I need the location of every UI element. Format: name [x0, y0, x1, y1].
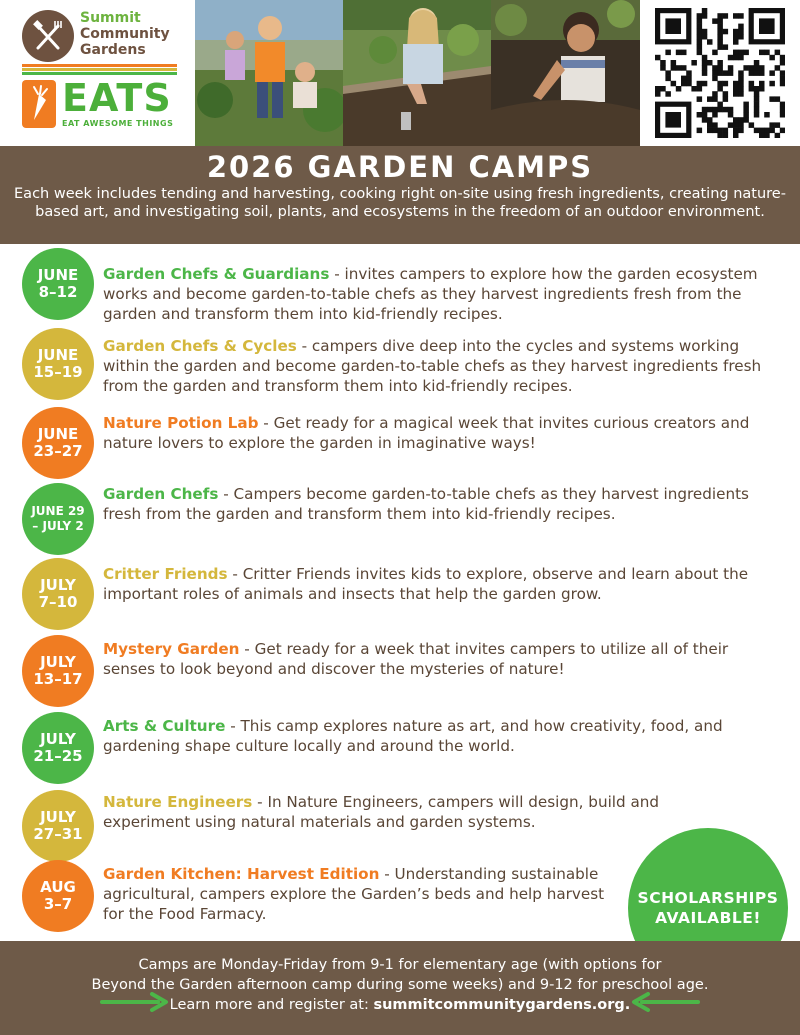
carrot-icon	[22, 80, 56, 128]
camp-name: Critter Friends	[103, 565, 228, 583]
footer-line: Camps are Monday-Friday from 9-1 for elementary age (with options for	[138, 957, 662, 973]
qr-code[interactable]	[640, 0, 800, 146]
brand-name-line: Gardens	[80, 42, 146, 58]
date-line: – JULY 2	[32, 519, 84, 533]
scholarship-line: AVAILABLE!	[655, 909, 761, 927]
footer-register-prefix: Learn more and register at:	[169, 997, 374, 1013]
brand-name-line: Community	[80, 26, 170, 42]
date-line: 8–12	[38, 283, 78, 301]
camp-name: Nature Potion Lab	[103, 414, 259, 432]
arrow-right-icon	[100, 992, 170, 1016]
date-line: 3–7	[43, 895, 73, 913]
date-badge	[22, 558, 94, 630]
brand-block	[0, 0, 195, 146]
date-line: 7–10	[38, 593, 78, 611]
date-line: 15–19	[33, 363, 83, 381]
date-badge	[22, 790, 94, 862]
date-line: JULY	[40, 576, 76, 594]
date-badge	[22, 483, 94, 555]
date-badge	[22, 712, 94, 784]
camp-description	[103, 716, 783, 756]
date-line: JUNE	[37, 266, 79, 284]
brand-name-line: Summit	[80, 10, 141, 26]
camp-description	[103, 792, 663, 832]
date-line: 13–17	[33, 670, 83, 688]
date-line: AUG	[40, 878, 76, 896]
camp-name: Garden Chefs & Cycles	[103, 337, 297, 355]
date-line: JUNE	[37, 346, 79, 364]
date-line: JULY	[40, 653, 76, 671]
camp-name: Nature Engineers	[103, 793, 253, 811]
camp-text: - Get ready for a magical week that invites curious creators and nature lovers to explore the garden in imaginative ways!	[103, 414, 750, 452]
camp-name: Garden Kitchen: Harvest Edition	[103, 865, 380, 883]
qr-code-graphic	[655, 8, 785, 138]
date-line: JULY	[40, 808, 76, 826]
brand-name	[80, 10, 170, 58]
photo-kids-garden	[195, 0, 343, 146]
eats-tagline: EAT AWESOME THINGS	[62, 119, 174, 128]
date-line: JUNE	[37, 425, 79, 443]
camp-description	[103, 564, 783, 604]
photo-smiling-child	[491, 0, 640, 146]
date-badge	[22, 860, 94, 932]
camp-description	[103, 264, 783, 324]
date-line: 21–25	[33, 747, 83, 765]
camp-description	[103, 336, 783, 396]
camp-name: Mystery Garden	[103, 640, 240, 658]
camp-name: Garden Chefs & Guardians	[103, 265, 330, 283]
camp-text: - Understanding sustainable agricultural, campers explore the Garden’s beds and help harvest for the Food Farmacy.	[103, 865, 605, 923]
camp-description	[103, 639, 783, 679]
header-strip	[0, 0, 800, 146]
camp-text: - This camp explores nature as art, and how creativity, food, and gardening shape culture locally and around the world.	[103, 717, 723, 755]
date-badge	[22, 635, 94, 707]
page-title: 2026 GARDEN CAMPS	[206, 150, 594, 184]
camp-text: - Get ready for a week that invites campers to utilize all of their senses to look beyond and discover the mysteries of nature!	[103, 640, 729, 678]
camp-text: - In Nature Engineers, campers will design, build and experiment using natural materials and garden systems.	[103, 793, 660, 831]
date-badge	[22, 328, 94, 400]
intro-text: Each week includes tending and harvesting, cooking right on-site using fresh ingredients, creating nature-based art, and investigating soil, plants, and ecosystems in the freedom of an outdoor environment.	[14, 186, 786, 220]
footer-band	[0, 941, 800, 1035]
eats-logo	[22, 76, 180, 134]
date-line: 27–31	[33, 825, 83, 843]
arrow-left-icon	[630, 992, 700, 1016]
date-line: 23–27	[33, 442, 83, 460]
date-line: JULY	[40, 730, 76, 748]
eats-wordmark: EATS	[62, 76, 172, 120]
camp-description	[103, 484, 783, 524]
date-badge	[22, 407, 94, 479]
camp-description	[103, 864, 618, 924]
footer-line: Beyond the Garden afternoon camp during some weeks) and 9-12 for preschool age.	[91, 977, 709, 993]
camp-description	[103, 413, 783, 453]
date-badge	[22, 248, 94, 320]
scholarship-line: SCHOLARSHIPS	[637, 889, 779, 907]
brand-stripes	[22, 64, 177, 76]
camp-name: Garden Chefs	[103, 485, 219, 503]
camp-name: Arts & Culture	[103, 717, 226, 735]
camp-text: - invites campers to explore how the garden ecosystem works and become garden-to-table chefs as they harvest ingredients fresh from the garden and transform them into kid-friendly recipes.	[103, 265, 758, 323]
camp-text: - Critter Friends invites kids to explore, observe and learn about the important roles of animals and insects that help the garden grow.	[103, 565, 749, 603]
camp-text: - campers dive deep into the cycles and systems working within the garden and become garden-to-table chefs as they harvest ingredients fresh from the garden and transform them into kid-friendly recipes.	[103, 337, 762, 395]
camp-text: - Campers become garden-to-table chefs as they harvest ingredients fresh from the garden and transform them into kid-friendly recipes.	[103, 485, 749, 523]
website-link[interactable]: summitcommunitygardens.org.	[373, 997, 631, 1013]
date-line: JUNE 29	[31, 504, 85, 518]
title-band	[0, 146, 800, 244]
photo-girl-raised-bed	[343, 0, 491, 146]
shovel-fork-logo-icon	[22, 10, 74, 62]
